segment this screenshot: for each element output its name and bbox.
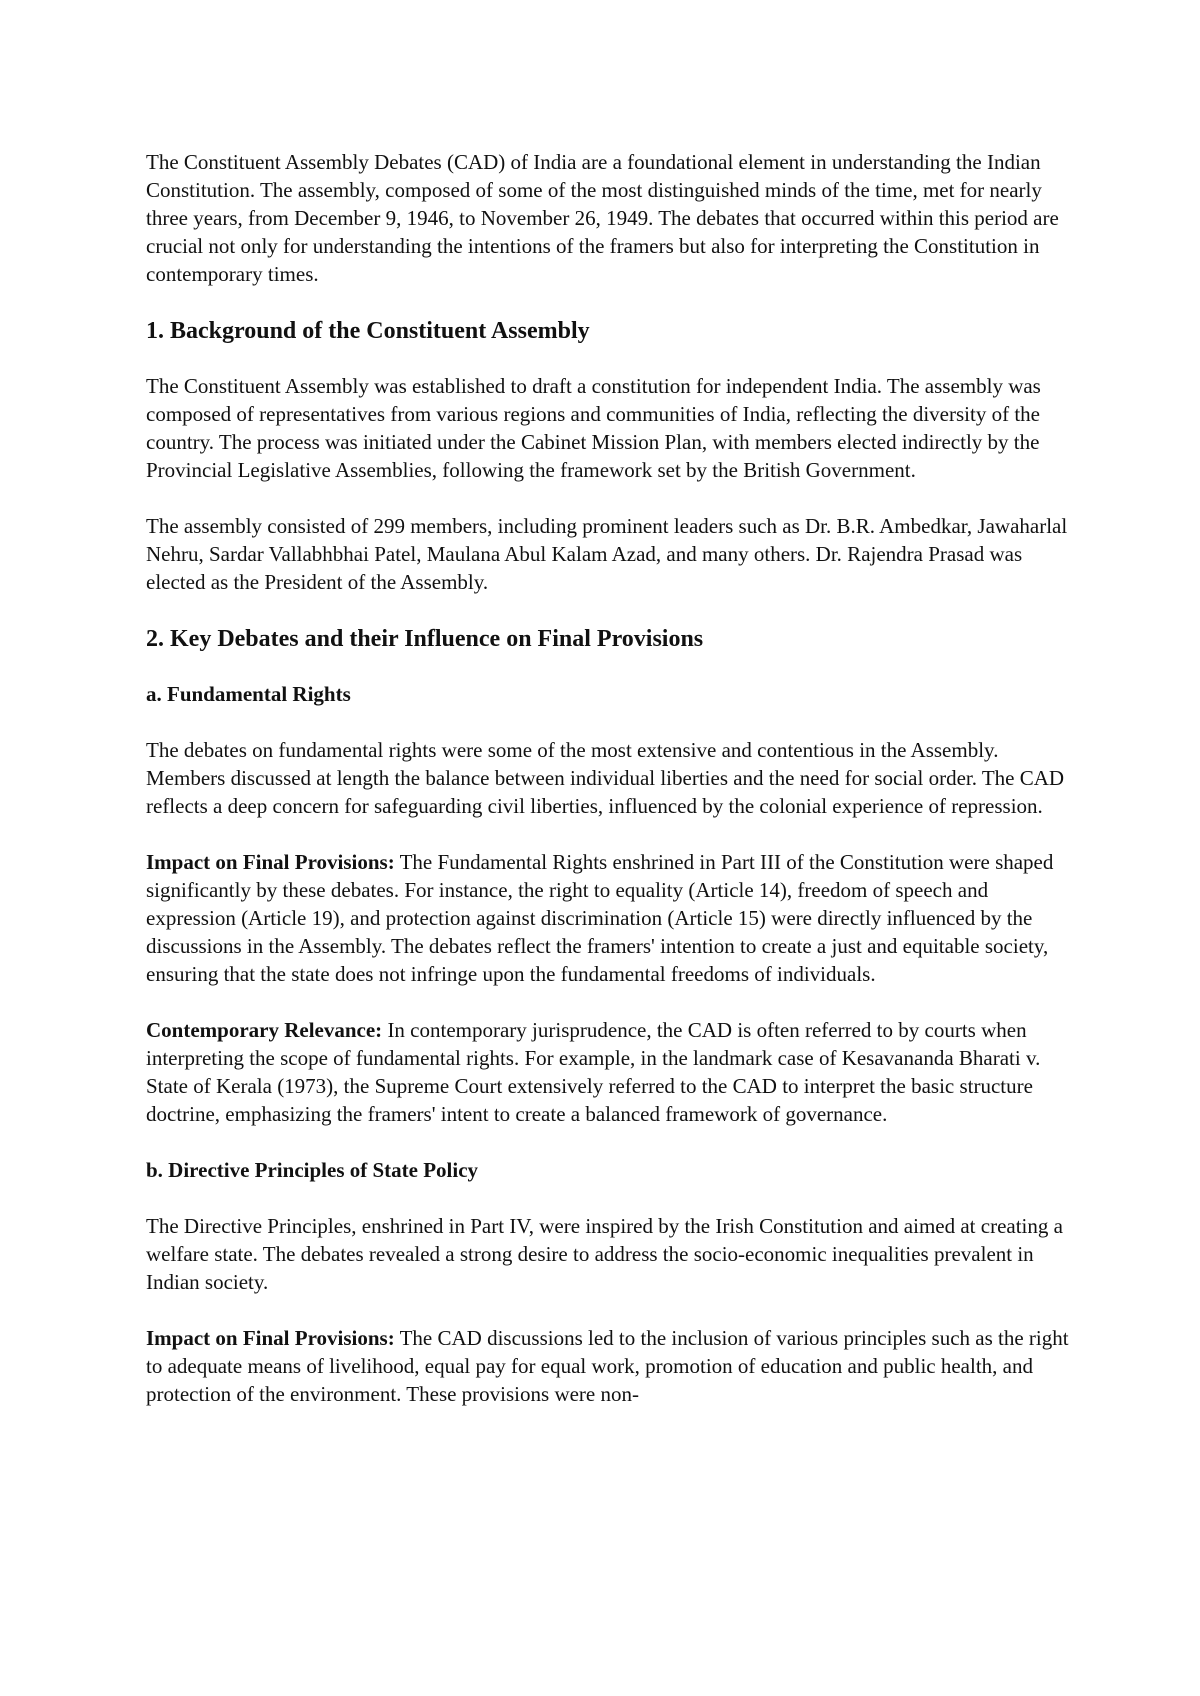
section-2-heading: 2. Key Debates and their Influence on Final Provisions xyxy=(146,626,704,652)
subsection-a-paragraph: The debates on fundamental rights were some of the most extensive and contentious in the Assembly. Members discussed at length the balance between individual liberties and the need for social order. The CAD reflects a deep concern for safeguarding civil liberties, influenced by the colonial experience of repression. xyxy=(146,738,1065,818)
subsection-a-relevance-paragraph xyxy=(146,1016,1076,1128)
impact-text: The Fundamental Rights enshrined in Part III of the Constitution were shaped significantly by these debates. For instance, the right to equality (Article 14), freedom of speech and expression (Article 19), and protection against discrimination (Article 15) were directly influenced by the discussions in the Assembly. The debates reflect the framers' intention to create a just and equitable society, ensuring that the state does not infringe upon the fundamental freedoms of individuals. xyxy=(146,850,1054,986)
impact-text: The CAD discussions led to the inclusion of various principles such as the right to adequate means of livelihood, equal pay for equal work, promotion of education and public health, and protection of the environment. These provisions were non- xyxy=(146,1326,1069,1406)
subsection-a-impact-paragraph xyxy=(146,848,1076,988)
relevance-label: Contemporary Relevance: xyxy=(146,1018,383,1042)
subsection-b-paragraph: The Directive Principles, enshrined in Part IV, were inspired by the Irish Constitution and aimed at creating a welfare state. The debates revealed a strong desire to address the socio-economic inequalities prevalent in Indian society. xyxy=(146,1214,1063,1294)
subsection-a-heading: a. Fundamental Rights xyxy=(146,682,351,706)
impact-label: Impact on Final Provisions: xyxy=(146,1326,395,1350)
subsection-b-impact-paragraph xyxy=(146,1324,1076,1408)
section-1-heading: 1. Background of the Constituent Assembly xyxy=(146,318,590,344)
impact-label: Impact on Final Provisions: xyxy=(146,850,395,874)
document-page xyxy=(146,148,1076,1436)
section-1-paragraph-2: The assembly consisted of 299 members, including prominent leaders such as Dr. B.R. Ambedkar, Jawaharlal Nehru, Sardar Vallabhbhai Patel, Maulana Abul Kalam Azad, and many others. Dr. Rajendra Prasad was elected as the President of the Assembly. xyxy=(146,514,1068,594)
subsection-b-heading: b. Directive Principles of State Policy xyxy=(146,1158,479,1182)
intro-paragraph: The Constituent Assembly Debates (CAD) of India are a foundational element in understanding the Indian Constitution. The assembly, composed of some of the most distinguished minds of the time, met for nearly three years, from December 9, 1946, to November 26, 1949. The debates that occurred within this period are crucial not only for understanding the intentions of the framers but also for interpreting the Constitution in contemporary times. xyxy=(146,150,1059,286)
relevance-text: In contemporary jurisprudence, the CAD is often referred to by courts when interpreting the scope of fundamental rights. For example, in the landmark case of Kesavananda Bharati v. State of Kerala (1973), the Supreme Court extensively referred to the CAD to interpret the basic structure doctrine, emphasizing the framers' intent to create a balanced framework of governance. xyxy=(146,1018,1041,1126)
section-1-paragraph-1: The Constituent Assembly was established to draft a constitution for independent India. The assembly was composed of representatives from various regions and communities of India, reflecting the diversity of the country. The process was initiated under the Cabinet Mission Plan, with members elected indirectly by the Provincial Legislative Assemblies, following the framework set by the British Government. xyxy=(146,374,1041,482)
